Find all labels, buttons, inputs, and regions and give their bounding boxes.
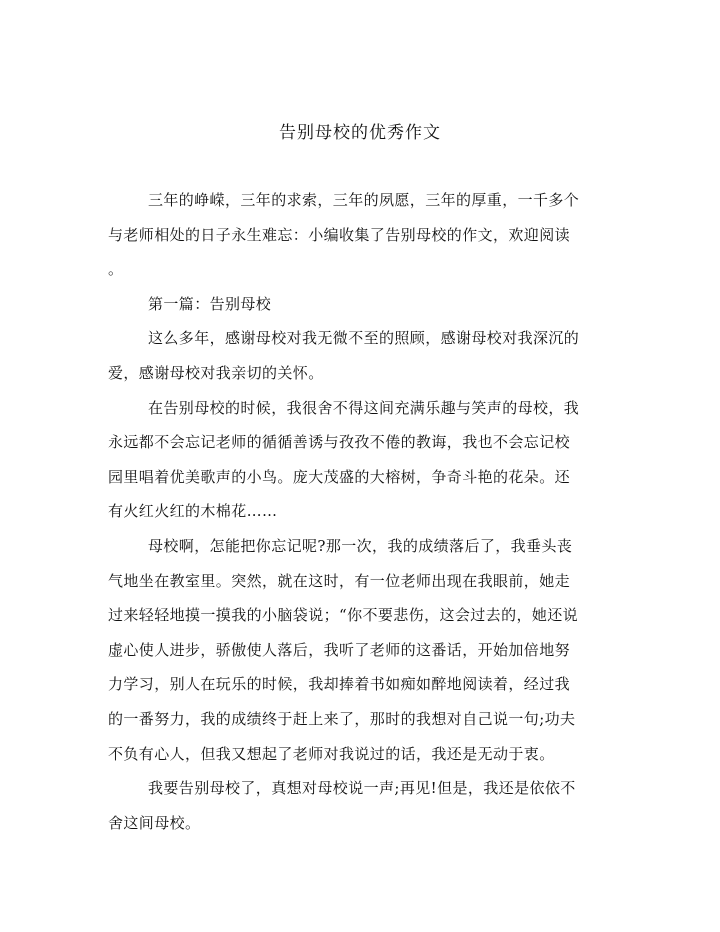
paragraph-line: 气地坐在教室里。突然，就在这时，有一位老师出现在我眼前，她走 bbox=[108, 571, 571, 590]
paragraph-line: 的一番努力，我的成绩终于赶上来了，那时的我想对自己说一句;功夫 bbox=[108, 709, 576, 728]
paragraph-line: 我要告别母校了，真想对母校说一声;再见!但是，我还是依依不 bbox=[148, 779, 576, 798]
paragraph-line: 。 bbox=[108, 260, 124, 279]
section-heading: 第一篇：告别母校 bbox=[148, 294, 272, 313]
document-body bbox=[108, 186, 614, 843]
paragraph-line: 不负有心人，但我又想起了老师对我说过的话，我还是无动于衷。 bbox=[108, 744, 555, 763]
paragraph-line: 三年的峥嵘，三年的求索，三年的夙愿，三年的厚重，一千多个 bbox=[148, 191, 580, 209]
document-title: 告别母校的优秀作文 bbox=[279, 123, 441, 143]
paragraph-line: 力学习，别人在玩乐的时候，我却捧着书如痴如醉地阅读着，经过我 bbox=[108, 675, 571, 694]
paragraph-line: 有火红火红的木棉花…… bbox=[108, 502, 278, 521]
paragraph-line: 过来轻轻地摸一摸我的小脑袋说；“你不要悲伤，这会过去的，她还说 bbox=[108, 606, 579, 625]
paragraph-line: 虚心使人进步，骄傲使人落后，我听了老师的这番话，开始加倍地努 bbox=[108, 640, 571, 659]
paragraph-line: 这么多年，感谢母校对我无微不至的照顾，感谢母校对我深沉的 bbox=[148, 329, 580, 348]
paragraph-line: 爱，感谢母校对我亲切的关怀。 bbox=[108, 363, 324, 382]
paragraph-line: 与老师相处的日子永生难忘：小编收集了告别母校的作文，欢迎阅读 bbox=[108, 225, 571, 244]
paragraph-line: 永远都不会忘记老师的循循善诱与孜孜不倦的教诲，我也不会忘记校 bbox=[108, 433, 571, 452]
paragraph-line: 舍这间母校。 bbox=[108, 813, 201, 832]
paragraph-line: 园里唱着优美歌声的小鸟。庞大茂盛的大榕树，争奇斗艳的花朵。还 bbox=[108, 467, 571, 486]
paragraph-line: 在告别母校的时候，我很舍不得这间充满乐趣与笑声的母校，我 bbox=[148, 398, 580, 417]
paragraph-line: 母校啊，怎能把你忘记呢?那一次，我的成绩落后了，我垂头丧 bbox=[148, 536, 573, 555]
